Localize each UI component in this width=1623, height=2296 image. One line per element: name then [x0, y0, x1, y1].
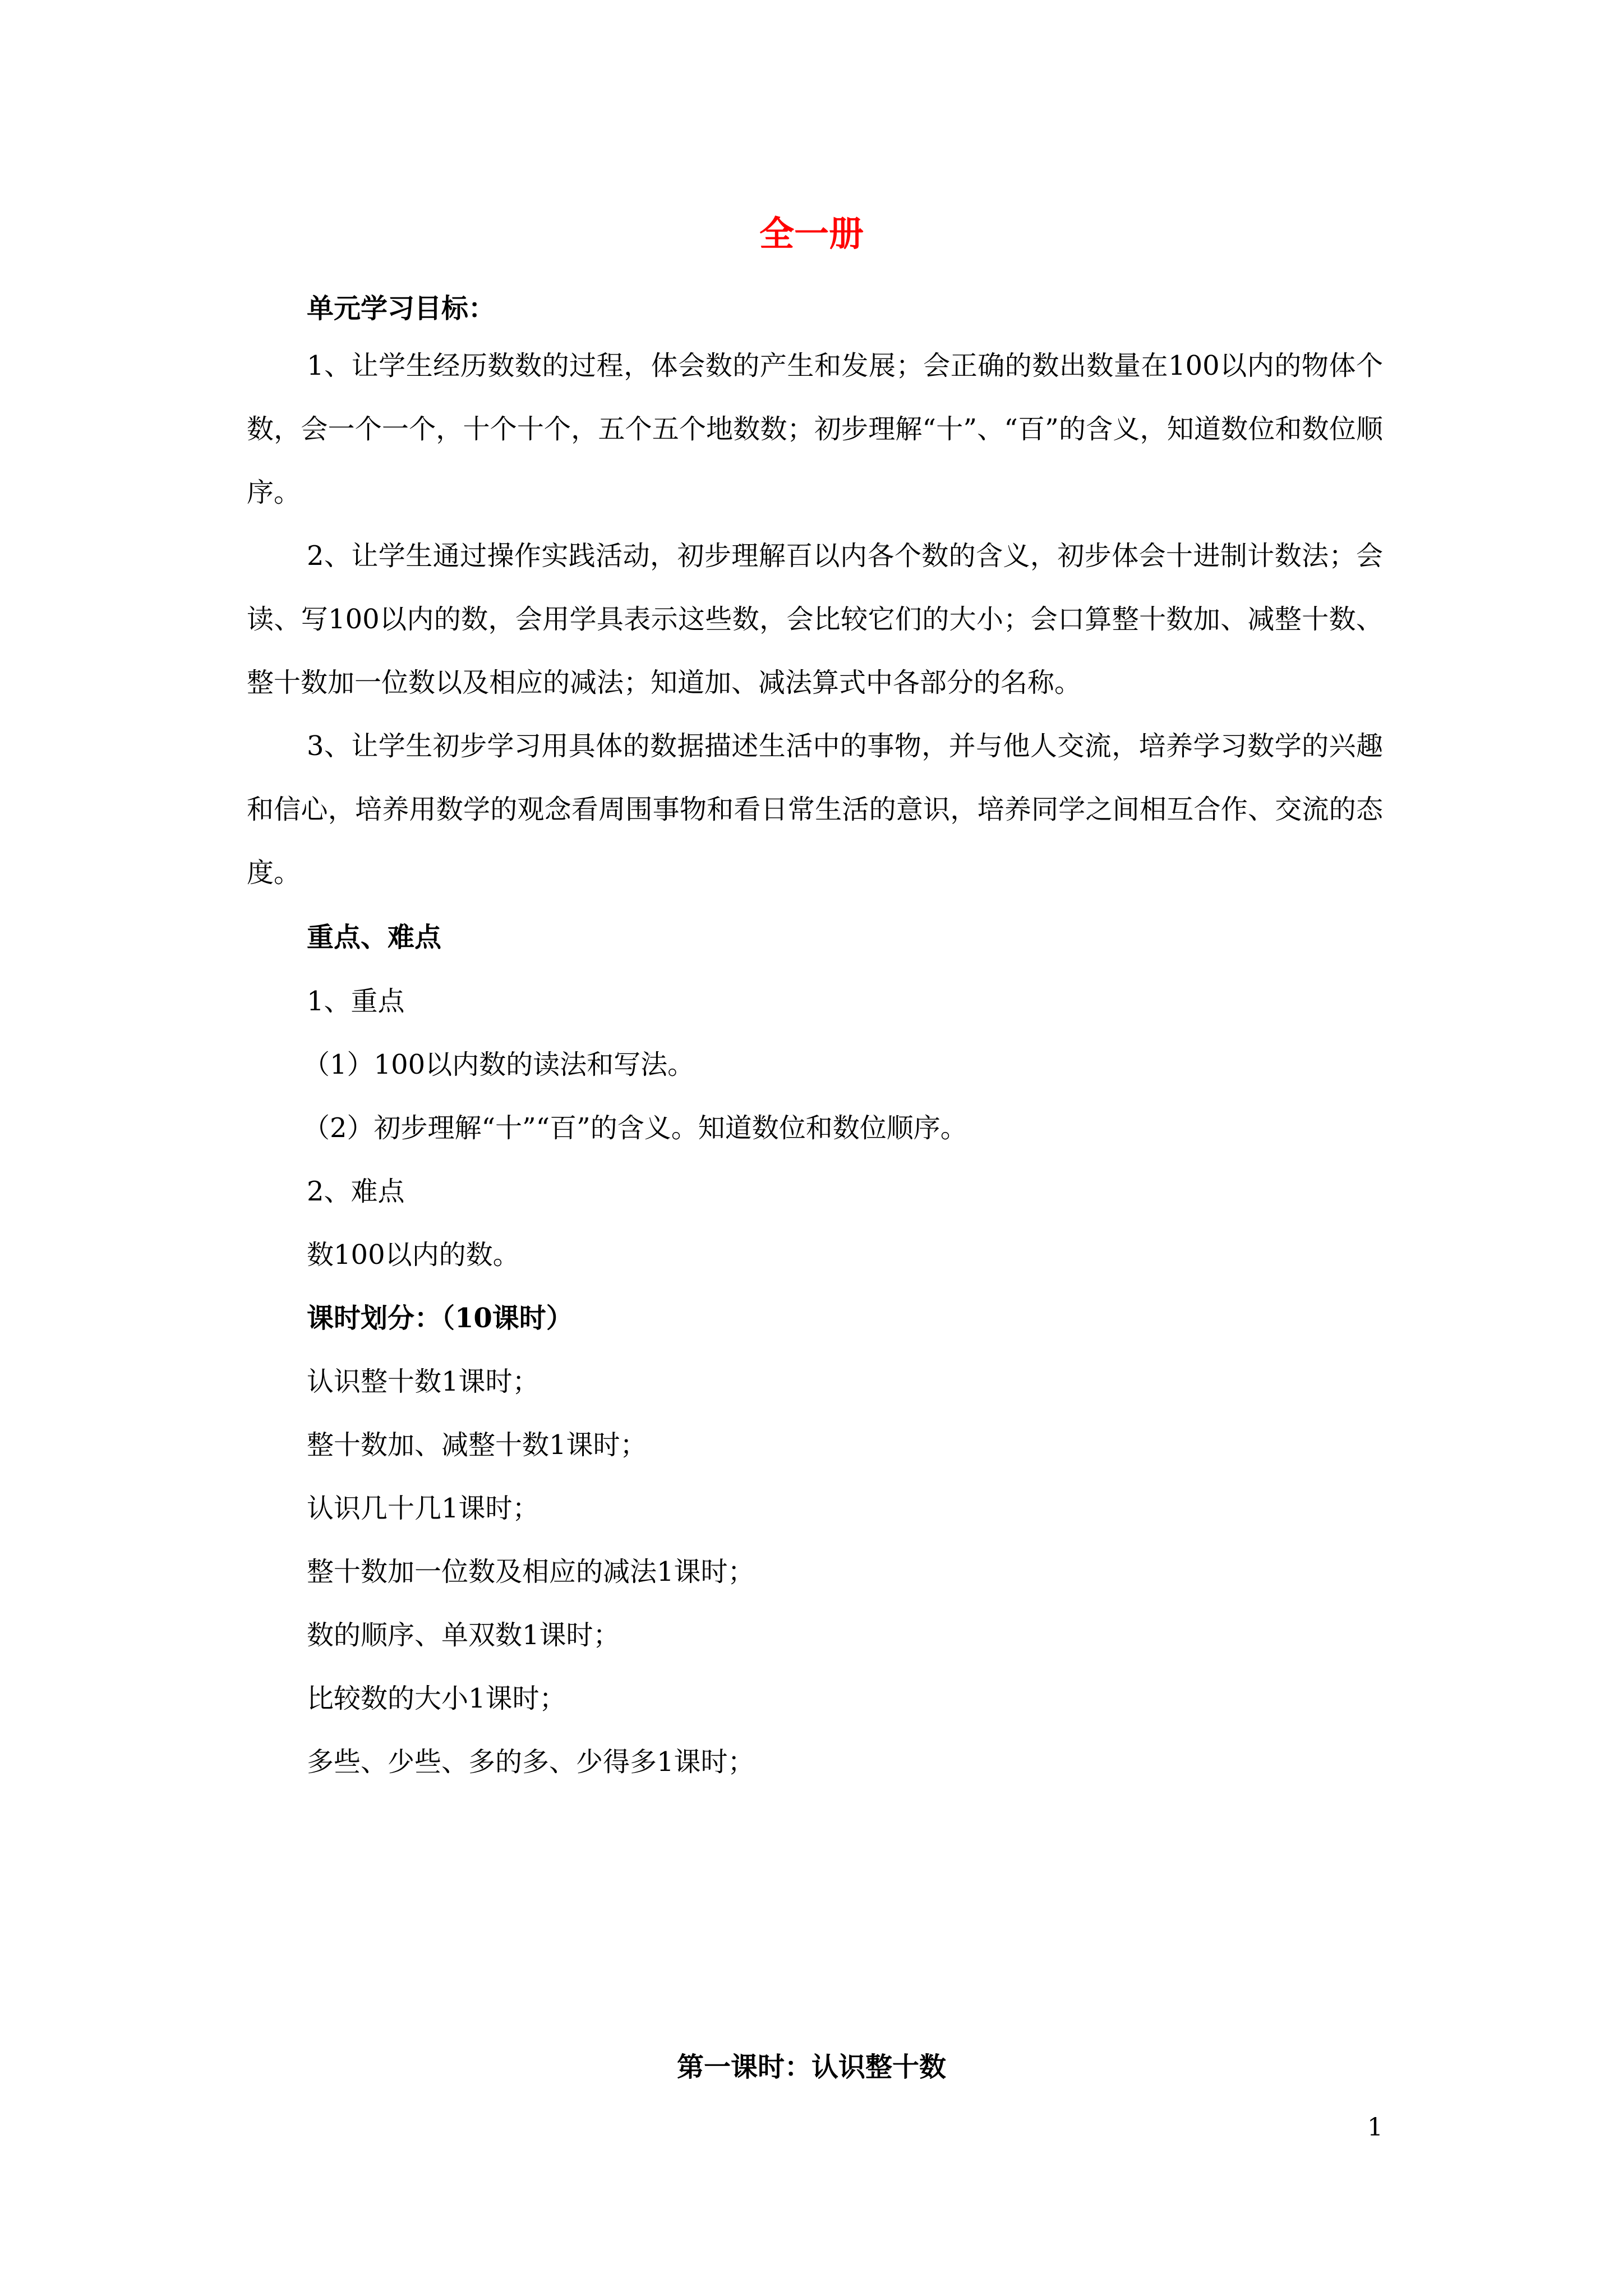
schedule-item: 比较数的大小1课时； — [307, 1683, 566, 1714]
key-point-item-2: （2）初步理解“十”“百”的含义。知道数位和数位顺序。 — [303, 1112, 967, 1144]
difficulty-text: 数100以内的数。 — [307, 1239, 520, 1271]
schedule-item: 整十数加一位数及相应的减法1课时； — [307, 1556, 755, 1588]
schedule-item: 数的顺序、单双数1课时； — [307, 1619, 620, 1651]
page-number: 1 — [1367, 2113, 1383, 2142]
lesson-title: 第一课时：认识整十数 — [676, 2051, 946, 2083]
schedule-item: 多些、少些、多的多、少得多1课时； — [307, 1746, 755, 1778]
schedule-heading: 课时划分：（10课时） — [307, 1303, 573, 1334]
objectives-heading: 单元学习目标： — [307, 293, 496, 324]
key-point-item-1: （1）100以内数的读法和写法。 — [303, 1049, 695, 1080]
schedule-item: 整十数加、减整十数1课时； — [307, 1429, 647, 1461]
objective-paragraph-3: 3、让学生初步学习用具体的数据描述生活中的事物，并与他人交流，培养学习数学的兴趣和信心，培养用数学的观念看周围事物和看日常生活的意识，培养同学之间相互合作、交流的态度。 — [247, 730, 1383, 889]
key-points-heading: 重点、难点 — [307, 922, 442, 953]
key-points-label: 1、重点 — [307, 986, 405, 1017]
objective-paragraph-1: 1、让学生经历数数的过程，体会数的产生和发展；会正确的数出数量在100以内的物体个数，会一个一个，十个十个，五个五个地数数；初步理解“十”、“百”的含义，知道数位和数位顺序。 — [247, 350, 1383, 508]
schedule-item: 认识几十几1课时； — [307, 1493, 540, 1524]
difficulty-label: 2、难点 — [307, 1176, 405, 1207]
schedule-item: 认识整十数1课时； — [307, 1366, 540, 1397]
document-title: 全一册 — [759, 213, 864, 254]
objective-paragraph-2: 2、让学生通过操作实践活动，初步理解百以内各个数的含义，初步体会十进制计数法；会读、写100以内的数，会用学具表示这些数，会比较它们的大小；会口算整十数加、减整十数、整十数加一位数以及相应的减法；知道加、减法算式中各部分的名称。 — [247, 540, 1383, 698]
